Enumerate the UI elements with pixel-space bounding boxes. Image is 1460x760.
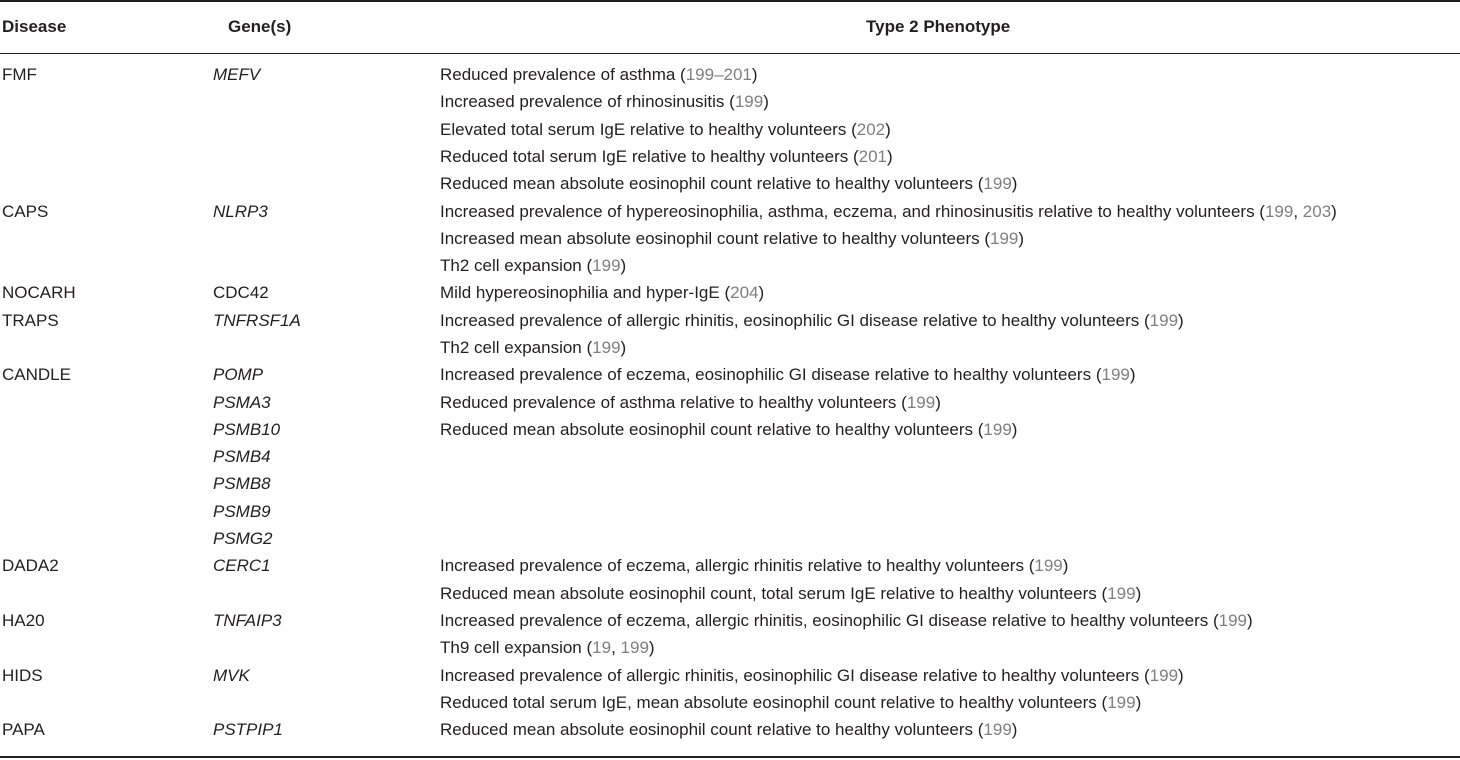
genes-cell <box>213 716 283 743</box>
table-row <box>0 198 1460 280</box>
genes-cell <box>213 607 282 634</box>
phenotype-line: Reduced prevalence of asthma relative to healthy volunteers (199) <box>440 392 941 412</box>
gene-name: PSMA3 <box>213 392 271 412</box>
reference-link[interactable]: 204 <box>730 283 759 303</box>
phenotype-line: Increased prevalence of eczema, allergic rhinitis relative to healthy volunteers (199) <box>440 556 1069 576</box>
genes-cell <box>213 552 271 579</box>
header-disease: Disease <box>2 17 67 36</box>
phenotype-line: Increased prevalence of rhinosinusitis (199) <box>440 92 769 112</box>
phenotype-cell <box>440 607 1253 662</box>
reference-link[interactable]: 199 <box>1034 556 1063 576</box>
phenotype-cell <box>440 279 764 306</box>
genes-cell <box>213 361 280 552</box>
table-top-rule <box>0 0 1460 2</box>
gene-name: PSMB9 <box>213 501 271 521</box>
phenotype-line: Mild hypereosinophilia and hyper-IgE (204) <box>440 283 765 303</box>
phenotype-line: Reduced total serum IgE, mean absolute eosinophil count relative to healthy volunteers (199) <box>440 692 1142 712</box>
reference-link[interactable]: 199 <box>983 720 1012 740</box>
phenotype-line: Reduced mean absolute eosinophil count relative to healthy volunteers (199) <box>440 174 1018 194</box>
genes-cell <box>213 61 260 88</box>
phenotype-text: Increased prevalence of hypereosinophilia, asthma, eczema, and rhinosinusitis relative to healthy volunteers <box>440 201 1255 221</box>
phenotype-line: Reduced mean absolute eosinophil count, total serum IgE relative to healthy volunteers (199) <box>440 583 1142 603</box>
phenotype-cell <box>440 662 1184 717</box>
phenotype-line: Increased prevalence of allergic rhinitis, eosinophilic GI disease relative to healthy volunteers (199) <box>440 665 1184 685</box>
phenotype-text: Th2 cell expansion <box>440 337 582 357</box>
reference-link[interactable]: 199 <box>1149 665 1179 685</box>
reference-link[interactable]: 19 <box>592 638 612 658</box>
phenotype-line: Increased prevalence of allergic rhinitis, eosinophilic GI disease relative to healthy volunteers (199) <box>440 310 1184 330</box>
phenotype-text: Mild hypereosinophilia and hyper-IgE <box>440 283 720 303</box>
disease-cell: FMF <box>2 65 37 84</box>
gene-name: MVK <box>213 665 250 685</box>
table-row <box>0 279 1460 306</box>
phenotype-line: Th2 cell expansion (199) <box>440 256 627 276</box>
genes-cell <box>213 198 268 225</box>
phenotype-text: Reduced mean absolute eosinophil count relative to healthy volunteers <box>440 174 974 194</box>
table-row <box>0 716 1460 743</box>
gene-name: PSMB10 <box>213 419 281 439</box>
reference-link[interactable]: 201 <box>858 146 887 166</box>
phenotype-line: Increased prevalence of hypereosinophilia, asthma, eczema, and rhinosinusitis relative to healthy volunteers (199, 203) <box>440 201 1337 221</box>
header-rule <box>0 53 1460 54</box>
phenotype-cell <box>440 716 1017 743</box>
phenotype-text: Increased prevalence of allergic rhinitis, eosinophilic GI disease relative to healthy volunteers <box>440 665 1140 685</box>
gene-name: CERC1 <box>213 556 271 576</box>
phenotype-line: Reduced mean absolute eosinophil count relative to healthy volunteers (199) <box>440 720 1018 740</box>
reference-link[interactable]: 199 <box>1218 610 1248 630</box>
genes-cell <box>213 662 250 689</box>
reference-link[interactable]: 203 <box>1302 201 1332 221</box>
reference-link[interactable]: 199 <box>1264 201 1294 221</box>
gene-name: PSTPIP1 <box>213 720 283 740</box>
phenotype-line: Reduced mean absolute eosinophil count relative to healthy volunteers (199) <box>440 419 1018 439</box>
gene-name: NLRP3 <box>213 201 268 221</box>
gene-name: POMP <box>213 365 264 385</box>
table-bottom-rule <box>0 756 1460 758</box>
gene-name: MEFV <box>213 65 261 84</box>
phenotype-cell <box>440 198 1337 280</box>
gene-name: PSMG2 <box>213 529 273 549</box>
phenotype-text: Increased prevalence of eczema, eosinophilic GI disease relative to healthy volunteers <box>440 365 1092 385</box>
phenotype-cell <box>440 61 1017 197</box>
phenotype-cell <box>440 552 1141 607</box>
table-row <box>0 307 1460 362</box>
disease-cell: CANDLE <box>2 365 71 385</box>
reference-link[interactable]: 199–201 <box>685 65 752 84</box>
reference-link[interactable]: 199 <box>983 174 1012 194</box>
phenotype-text: Increased prevalence of eczema, allergic rhinitis relative to healthy volunteers <box>440 556 1024 576</box>
reference-link[interactable]: 199 <box>1149 310 1179 330</box>
reference-link[interactable]: 202 <box>856 119 886 139</box>
phenotype-text: Increased prevalence of allergic rhinitis, eosinophilic GI disease relative to healthy volunteers <box>440 310 1140 330</box>
disease-cell: HIDS <box>2 665 43 685</box>
phenotype-text: Reduced total serum IgE, mean absolute eosinophil count relative to healthy volunteers <box>440 692 1097 712</box>
reference-link[interactable]: 199 <box>620 638 649 658</box>
table-body <box>0 61 1460 743</box>
phenotype-text: Increased prevalence of eczema, allergic rhinitis, eosinophilic GI disease relative to healthy volunteers <box>440 610 1209 630</box>
disease-cell: CAPS <box>2 201 49 221</box>
phenotype-text: Reduced mean absolute eosinophil count relative to healthy volunteers <box>440 720 974 740</box>
phenotype-text: Reduced prevalence of asthma <box>440 65 676 84</box>
header-genes: Gene(s) <box>228 17 292 36</box>
phenotype-text: Increased mean absolute eosinophil count relative to healthy volunteers <box>440 228 980 248</box>
phenotype-text: Reduced prevalence of asthma relative to healthy volunteers <box>440 392 897 412</box>
phenotype-text: Elevated total serum IgE relative to healthy volunteers <box>440 119 847 139</box>
table-row <box>0 552 1460 607</box>
reference-link[interactable]: 199 <box>592 337 621 357</box>
gene-name: PSMB4 <box>213 447 271 467</box>
phenotype-text: Reduced total serum IgE relative to healthy volunteers <box>440 146 849 166</box>
phenotype-line: Th9 cell expansion (19, 199) <box>440 638 655 658</box>
reference-link[interactable]: 199 <box>592 256 621 276</box>
disease-cell: NOCARH <box>2 283 76 303</box>
reference-link[interactable]: 199 <box>990 228 1019 248</box>
reference-link[interactable]: 199 <box>1101 365 1130 385</box>
disease-cell: PAPA <box>2 720 45 740</box>
header-phenotype: Type 2 Phenotype <box>866 17 1011 36</box>
table-row <box>0 662 1460 717</box>
phenotype-line: Increased prevalence of eczema, eosinophilic GI disease relative to healthy volunteers (199) <box>440 365 1136 385</box>
gene-name: TNFAIP3 <box>213 610 282 630</box>
phenotype-line: Increased prevalence of eczema, allergic rhinitis, eosinophilic GI disease relative to healthy volunteers (199) <box>440 610 1253 630</box>
phenotype-line: Th2 cell expansion (199) <box>440 337 627 357</box>
genes-cell <box>213 279 269 306</box>
phenotype-line: Reduced total serum IgE relative to healthy volunteers (201) <box>440 146 893 166</box>
phenotype-line: Reduced prevalence of asthma (199–201) <box>440 65 758 84</box>
table-row <box>0 61 1460 198</box>
reference-link[interactable]: 199 <box>1107 692 1136 712</box>
phenotype-cell <box>440 307 1184 362</box>
phenotype-text: Reduced mean absolute eosinophil count relative to healthy volunteers <box>440 419 974 439</box>
phenotype-cell <box>440 361 1136 443</box>
reference-link[interactable]: 199 <box>1107 583 1136 603</box>
disease-cell: DADA2 <box>2 556 59 576</box>
genes-cell <box>213 307 301 334</box>
reference-link[interactable]: 199 <box>983 419 1012 439</box>
disease-cell: TRAPS <box>2 310 59 330</box>
phenotype-text: Increased prevalence of rhinosinusitis <box>440 92 725 112</box>
reference-link[interactable]: 199 <box>906 392 936 412</box>
gene-name: TNFRSF1A <box>213 310 301 330</box>
reference-link[interactable]: 199 <box>734 92 764 112</box>
table-row <box>0 361 1460 552</box>
phenotype-line: Increased mean absolute eosinophil count relative to healthy volunteers (199) <box>440 228 1025 248</box>
phenotype-text: Reduced mean absolute eosinophil count, total serum IgE relative to healthy volunteers <box>440 583 1097 603</box>
disease-cell: HA20 <box>2 610 45 630</box>
gene-name: PSMB8 <box>213 474 271 494</box>
phenotype-text: Th9 cell expansion <box>440 638 582 658</box>
phenotype-text: Th2 cell expansion <box>440 256 582 276</box>
gene-name: CDC42 <box>213 283 269 303</box>
table-row <box>0 607 1460 662</box>
phenotype-line: Elevated total serum IgE relative to healthy volunteers (202) <box>440 119 891 139</box>
